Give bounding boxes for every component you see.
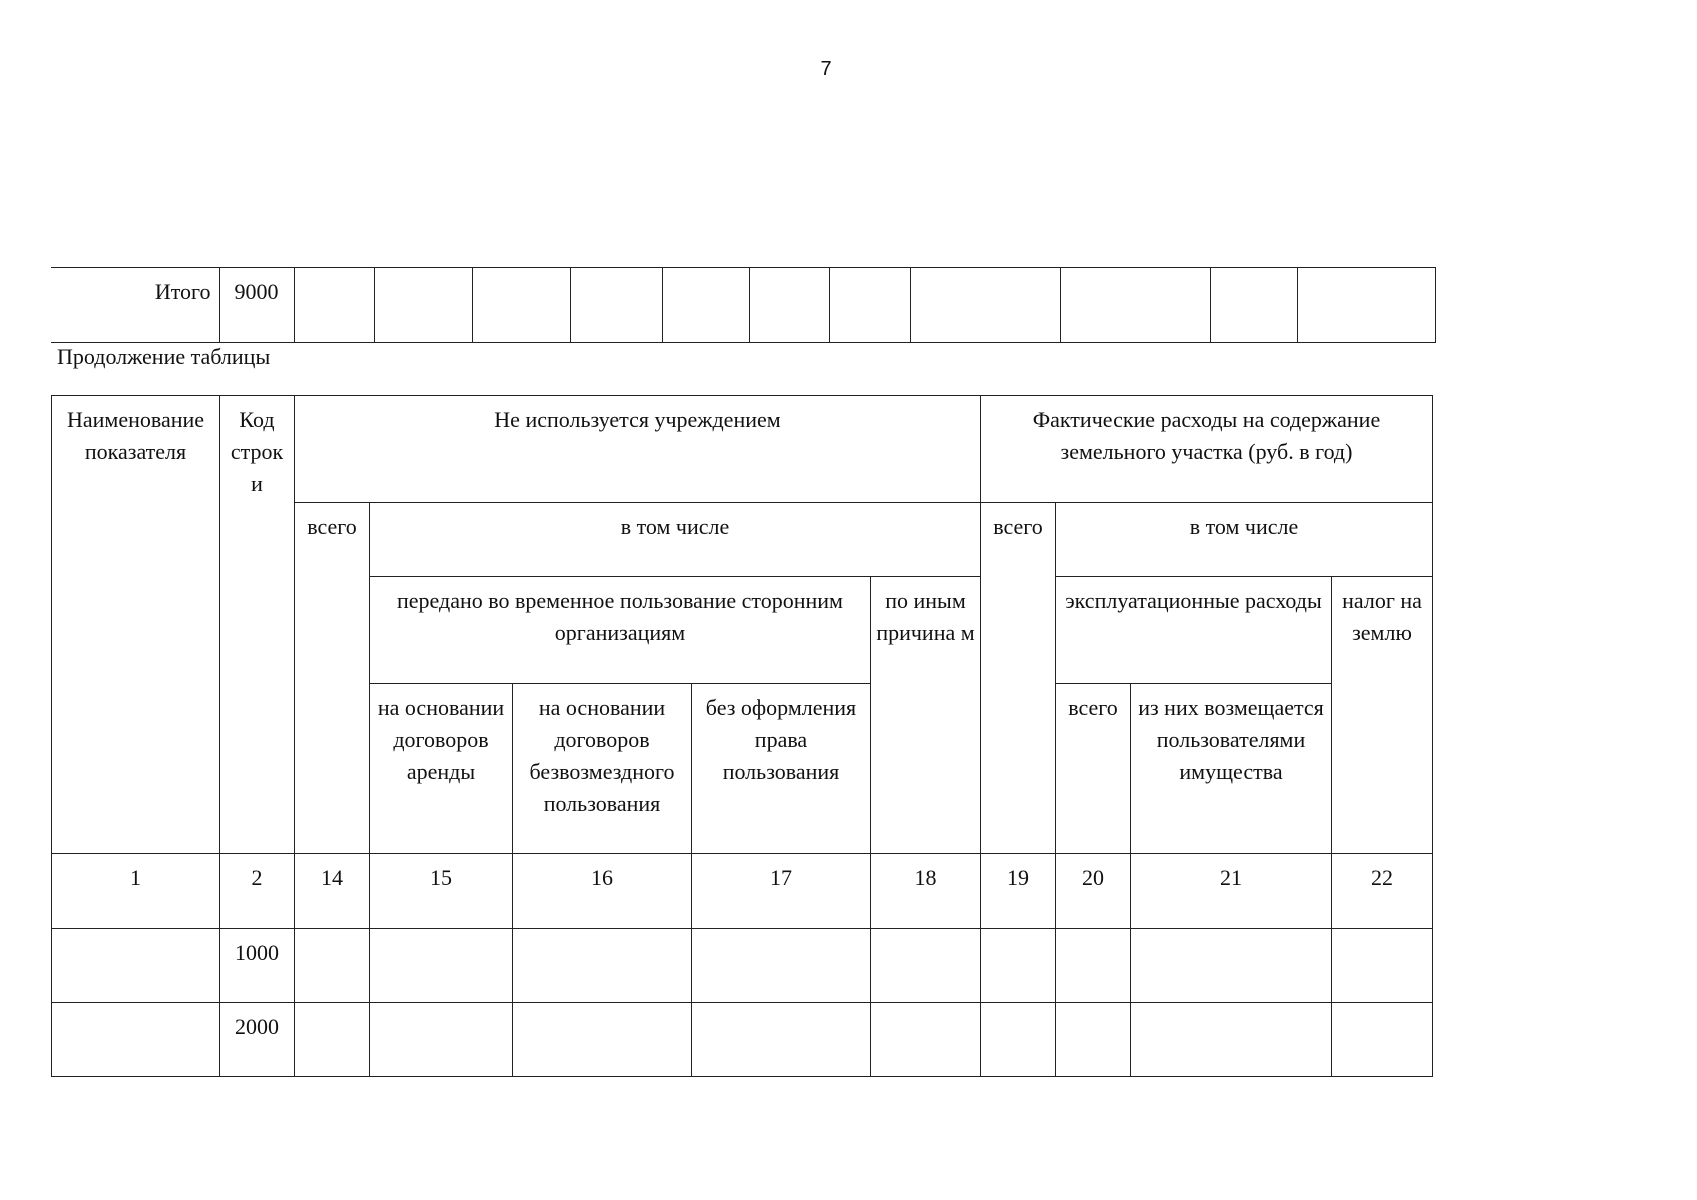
table-cell xyxy=(472,268,570,343)
table-cell xyxy=(513,929,692,1003)
column-number: 19 xyxy=(981,854,1056,929)
column-number: 16 xyxy=(513,854,692,929)
table-cell xyxy=(1297,268,1435,343)
column-number: 18 xyxy=(871,854,981,929)
header-name: Наименование показателя xyxy=(52,396,220,854)
column-number: 20 xyxy=(1056,854,1131,929)
header-total: всего xyxy=(981,503,1056,854)
row-code: 1000 xyxy=(220,929,295,1003)
header-land-tax: налог на землю xyxy=(1332,577,1433,854)
header-reimbursed: из них возмещается пользователями имущества xyxy=(1131,684,1332,854)
table-cell xyxy=(981,1003,1056,1077)
column-number: 22 xyxy=(1332,854,1433,929)
table-cell xyxy=(1131,1003,1332,1077)
table-row xyxy=(52,929,1433,1003)
table-cell xyxy=(1332,929,1433,1003)
table-cell xyxy=(1131,929,1332,1003)
header-transferred: передано во временное пользование сторонним организациям xyxy=(370,577,871,684)
table-cell xyxy=(374,268,472,343)
header-including: в том числе xyxy=(370,503,981,577)
table-cell xyxy=(871,929,981,1003)
column-number-row xyxy=(52,854,1433,929)
header-total: всего xyxy=(1056,684,1131,854)
table-cell xyxy=(829,268,910,343)
header-not-used: Не используется учреждением xyxy=(295,396,981,503)
header-row-1 xyxy=(52,396,1433,503)
table-cell xyxy=(295,929,370,1003)
page-number: 7 xyxy=(820,58,832,80)
table-cell xyxy=(52,1003,220,1077)
table-cell xyxy=(294,268,374,343)
total-row-table xyxy=(51,267,1436,343)
row-code: 2000 xyxy=(220,1003,295,1077)
table-cell xyxy=(370,1003,513,1077)
table-cell xyxy=(1332,1003,1433,1077)
table-cell xyxy=(1056,929,1131,1003)
header-including: в том числе xyxy=(1056,503,1433,577)
column-number: 1 xyxy=(52,854,220,929)
main-table xyxy=(51,395,1433,1077)
table-cell xyxy=(981,929,1056,1003)
table-cell xyxy=(1056,1003,1131,1077)
table-cell xyxy=(1210,268,1297,343)
table-cell xyxy=(692,929,871,1003)
table-cell xyxy=(370,929,513,1003)
table-cell xyxy=(910,268,1060,343)
header-lease: на основании договоров аренды xyxy=(370,684,513,854)
header-code: Код строк и xyxy=(220,396,295,854)
table-cell xyxy=(692,1003,871,1077)
total-row xyxy=(51,268,1435,343)
continuation-label: Продолжение таблицы xyxy=(57,344,271,369)
header-other-reasons: по иным причина м xyxy=(871,577,981,854)
table-cell xyxy=(52,929,220,1003)
header-actual-expenses: Фактические расходы на содержание земельного участка (руб. в год) xyxy=(981,396,1433,503)
table-cell xyxy=(513,1003,692,1077)
table-cell xyxy=(295,1003,370,1077)
header-operating: эксплуатационные расходы xyxy=(1056,577,1332,684)
column-number: 2 xyxy=(220,854,295,929)
table-cell xyxy=(662,268,749,343)
column-number: 21 xyxy=(1131,854,1332,929)
table-cell xyxy=(1060,268,1210,343)
table-row xyxy=(52,1003,1433,1077)
column-number: 17 xyxy=(692,854,871,929)
header-free-use: на основании договоров безвозмездного пользования xyxy=(513,684,692,854)
header-no-registration: без оформления права пользования xyxy=(692,684,871,854)
table-cell xyxy=(749,268,829,343)
total-label: Итого xyxy=(51,268,219,343)
header-total: всего xyxy=(295,503,370,854)
total-code: 9000 xyxy=(219,268,294,343)
table-cell xyxy=(570,268,662,343)
column-number: 14 xyxy=(295,854,370,929)
column-number: 15 xyxy=(370,854,513,929)
table-cell xyxy=(871,1003,981,1077)
